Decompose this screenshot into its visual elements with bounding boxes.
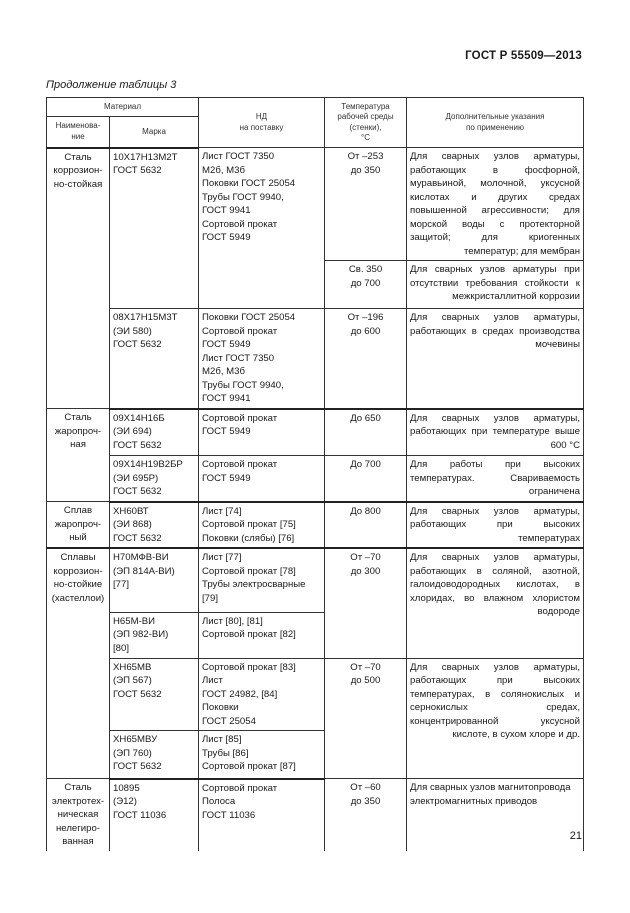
grade-cell: 08Х17Н15М3Т (ЭИ 580) ГОСТ 5632: [110, 309, 199, 409]
col-header-temp: Температура рабочей среды (стенки), °C: [325, 98, 407, 148]
nd-cell: Поковки ГОСТ 25054 Сортовой прокат ГОСТ 5949 Лист ГОСТ 7350 М2б, М3б Трубы ГОСТ 9940, ГОСТ 9941: [199, 309, 325, 409]
grade-cell: 10895 (Э12) ГОСТ 11036: [110, 779, 199, 851]
temp-cell: От –196 до 600: [325, 309, 407, 409]
material-name-cell: Сталь жаропроч- ная: [47, 409, 110, 502]
temp-cell: До 800: [325, 502, 407, 549]
nd-cell: Сортовой прокат ГОСТ 5949: [199, 409, 325, 456]
temp-cell: От –70 до 500: [325, 658, 407, 779]
page-number: 21: [569, 830, 582, 842]
nd-cell: Сортовой прокат ГОСТ 5949: [199, 456, 325, 502]
grade-cell: ХН60ВТ (ЭИ 868) ГОСТ 5632: [110, 502, 199, 549]
nd-cell: Сортовой прокат Полоса ГОСТ 11036: [199, 779, 325, 851]
table-row: [47, 779, 584, 851]
notes-cell: Для сварных узлов арматуры, работающих в средах производства мочевины: [407, 309, 584, 409]
col-header-nd: НД на поставку: [199, 98, 325, 148]
col-header-material: Материал: [47, 98, 199, 117]
notes-cell: Для сварных узлов магнитопровода электромагнитных приводов: [407, 779, 584, 851]
materials-table: [46, 97, 584, 851]
table-row: [47, 658, 584, 731]
temp-cell: От –253 до 350: [325, 148, 407, 261]
grade-cell: 10Х17Н13М2Т ГОСТ 5632: [110, 148, 199, 309]
nd-cell: Лист [85] Трубы [86] Сортовой прокат [87]: [199, 731, 325, 779]
grade-cell: ХН65МВ (ЭП 567) ГОСТ 5632: [110, 658, 199, 731]
grade-cell: Н65М-ВИ (ЭП 982-ВИ) [80]: [110, 612, 199, 658]
notes-cell: Для работы при высоких температурах. Свариваемость ограничена: [407, 456, 584, 502]
table-row: [47, 456, 584, 502]
notes-cell: Для сварных узлов арматуры, работающих в соляной, азотной, галоидоводородных кислотах, в хлоридах, во влажном хлористом водороде: [407, 548, 584, 658]
grade-cell: ХН65МВУ (ЭП 760) ГОСТ 5632: [110, 731, 199, 779]
material-name-cell: Сплавы коррозион- но-стойкие (хастеллои): [47, 548, 110, 779]
notes-cell: Для сварных узлов арматуры, работающих в фосфорной, муравьиной, молочной, уксусной кислотах и других средах повышенной агрессивности; для морской воды с протекторной защитой; для криогенных температур; для мембран: [407, 148, 584, 261]
nd-cell: Лист [80], [81] Сортовой прокат [82]: [199, 612, 325, 658]
col-header-name: Наименова- ние: [47, 117, 110, 148]
nd-cell: Лист [77] Сортовой прокат [78] Трубы электросварные [79]: [199, 548, 325, 612]
material-name-cell: Сплав жаропроч- ный: [47, 502, 110, 549]
temp-cell: До 700: [325, 456, 407, 502]
notes-cell: Для сварных узлов арматуры, работающих при высоких температурах, в солянокислых и сернокислых средах, концентрированной уксусной кислоте, в сухом хлоре и др.: [407, 658, 584, 779]
col-header-grade: Марка: [110, 117, 199, 148]
temp-cell: До 650: [325, 409, 407, 456]
temp-cell: Св. 350 до 700: [325, 261, 407, 309]
notes-cell: Для сварных узлов арматуры при отсутствии требования стойкости к межкристаллитной коррозии: [407, 261, 584, 309]
temp-cell: От –70 до 300: [325, 548, 407, 658]
nd-cell: Сортовой прокат [83] Лист ГОСТ 24982, [84] Поковки ГОСТ 25054: [199, 658, 325, 731]
notes-cell: Для сварных узлов арматуры, работающих при температуре выше 600 °C: [407, 409, 584, 456]
material-name-cell: Сталь коррозион- но-стойкая: [47, 148, 110, 409]
standard-header: ГОСТ Р 55509—2013: [465, 50, 582, 62]
notes-cell: Для сварных узлов арматуры, работающих при высоких температурах: [407, 502, 584, 549]
grade-cell: 09Х14Н19В2БР (ЭИ 695Р) ГОСТ 5632: [110, 456, 199, 502]
table-row: [47, 548, 584, 612]
table-row: [47, 148, 584, 261]
nd-cell: Лист [74] Сортовой прокат [75] Поковки (слябы) [76]: [199, 502, 325, 549]
table-row: [47, 409, 584, 456]
grade-cell: Н70МФВ-ВИ (ЭП 814А-ВИ) [77]: [110, 548, 199, 612]
table-continuation-caption: Продолжение таблицы 3: [46, 79, 177, 91]
material-name-cell: Сталь электротех- ническая нелегиро- ванная: [47, 779, 110, 851]
grade-cell: 09Х14Н16Б (ЭИ 694) ГОСТ 5632: [110, 409, 199, 456]
table-row: [47, 309, 584, 409]
nd-cell: Лист ГОСТ 7350 М2б, М3б Поковки ГОСТ 25054 Трубы ГОСТ 9940, ГОСТ 9941 Сортовой прокат ГОСТ 5949: [199, 148, 325, 309]
col-header-notes: Дополнительные указания по применению: [407, 98, 584, 148]
table-row: [47, 502, 584, 549]
temp-cell: От –60 до 350: [325, 779, 407, 851]
